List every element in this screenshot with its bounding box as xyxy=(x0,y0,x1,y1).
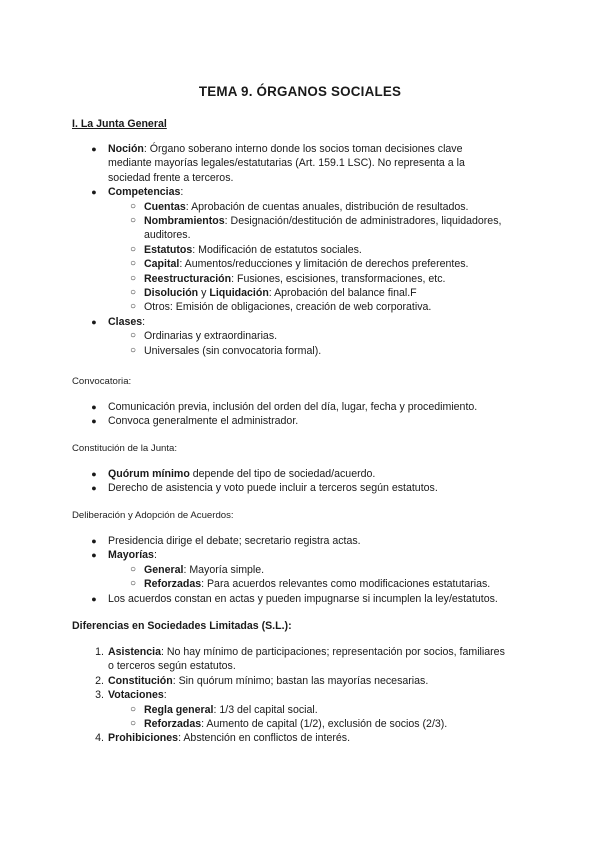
numbered-item-votaciones: 3. Votaciones: xyxy=(95,689,167,702)
circle-bullet-icon: ○ xyxy=(129,344,137,356)
sub-item-reestructuracion: ○ Reestructuración: Fusiones, escisiones, transformaciones, etc. xyxy=(0,272,544,286)
circle-bullet-icon: ○ xyxy=(129,258,137,270)
list-item-derecho-asistencia: ● Derecho de asistencia y voto puede incluir a terceros según estatutos. xyxy=(0,481,528,495)
circle-bullet-icon: ○ xyxy=(129,200,137,212)
bullet-icon: ● xyxy=(91,144,97,154)
circle-bullet-icon: ○ xyxy=(129,272,137,284)
bullet-icon: ● xyxy=(91,416,97,427)
circle-bullet-icon: ○ xyxy=(129,215,137,227)
junta-general-list xyxy=(0,142,600,358)
bullet-icon: ● xyxy=(91,483,97,494)
bullet-icon: ● xyxy=(91,550,97,561)
convocatoria-list xyxy=(0,400,600,429)
list-item-presidencia: ● Presidencia dirige el debate; secretario registra actas. xyxy=(0,534,528,548)
sub-item-universales: ○ Universales (sin convocatoria formal). xyxy=(0,344,544,358)
list-item-competencias: ● Competencias: xyxy=(0,185,528,199)
deliberacion-list xyxy=(0,534,600,606)
circle-bullet-icon: ○ xyxy=(129,330,137,342)
bullet-icon: ● xyxy=(91,469,97,479)
sub-item-general: ○ General: Mayoría simple. xyxy=(0,563,544,577)
constitucion-list xyxy=(0,467,600,496)
subheading-convocatoria: Convocatoria: xyxy=(72,376,132,387)
bullet-icon: ● xyxy=(91,402,97,412)
list-item-actas: ● Los acuerdos constan en actas y pueden impugnarse si incumplen la ley/estatutos. xyxy=(0,592,528,606)
sub-item-reforzadas: ○ Reforzadas: Para acuerdos relevantes como modificaciones estatutarias. xyxy=(0,577,544,591)
sub-item-ordinarias: ○ Ordinarias y extraordinarias. xyxy=(0,329,544,343)
circle-bullet-icon: ○ xyxy=(129,287,137,299)
numbered-item-constitucion: 2. Constitución: Sin quórum mínimo; bastan las mayorías necesarias. xyxy=(95,674,429,687)
circle-bullet-icon: ○ xyxy=(129,243,137,255)
circle-bullet-icon: ○ xyxy=(129,718,137,730)
list-item-nocion: ● Noción: Órgano soberano interno donde los socios toman decisiones clave mediante mayorías legales/estatutarias (Art. 159.1 LSC). No representa a la sociedad frente a terceros. xyxy=(0,142,528,185)
bullet-icon: ● xyxy=(91,187,97,198)
sub-item-nombramientos: ○ Nombramientos: Designación/destitución de administradores, liquidadores, auditores. xyxy=(0,214,544,243)
list-item: ● Comunicación previa, inclusión del orden del día, lugar, fecha y procedimiento. xyxy=(0,400,528,414)
section-heading-sl: Diferencias en Sociedades Limitadas (S.L.): xyxy=(72,620,292,632)
sub-item-disolucion: ○ Disolución y Liquidación: Aprobación del balance final.F xyxy=(0,286,544,300)
list-item-mayorias: ● Mayorías: xyxy=(0,548,528,562)
numbered-item-asistencia: 1. Asistencia: No hay mínimo de participaciones; representación por socios, familiares o terceros según estatutos. xyxy=(95,646,505,673)
circle-bullet-icon: ○ xyxy=(129,301,137,313)
bullet-icon: ● xyxy=(91,593,97,604)
bullet-icon: ● xyxy=(91,316,97,327)
sub-item-cuentas: ○ Cuentas: Aprobación de cuentas anuales, distribución de resultados. xyxy=(0,200,544,214)
sub-item-regla-general: ○ Regla general: 1/3 del capital social. xyxy=(0,703,544,717)
sub-item-estatutos: ○ Estatutos: Modificación de estatutos sociales. xyxy=(0,243,544,257)
bullet-icon: ● xyxy=(91,536,97,546)
subheading-constitucion: Constitución de la Junta: xyxy=(72,443,178,454)
circle-bullet-icon: ○ xyxy=(129,578,137,590)
sl-list xyxy=(0,645,600,746)
page-title: TEMA 9. ÓRGANOS SOCIALES xyxy=(198,84,402,99)
sub-item-otros: ○ Otros: Emisión de obligaciones, creación de web corporativa. xyxy=(0,300,544,314)
list-item-quorum: ● Quórum mínimo depende del tipo de sociedad/acuerdo. xyxy=(0,467,528,481)
circle-bullet-icon: ○ xyxy=(129,703,137,715)
numbered-item-prohibiciones: 4. Prohibiciones: Abstención en conflictos de interés. xyxy=(95,732,351,745)
sub-item-reforzadas-sl: ○ Reforzadas: Aumento de capital (1/2), exclusión de socios (2/3). xyxy=(0,717,544,731)
list-item-clases: ● Clases: xyxy=(0,315,528,329)
sub-item-capital: ○ Capital: Aumentos/reducciones y limitación de derechos preferentes. xyxy=(0,257,544,271)
list-item: ● Convoca generalmente el administrador. xyxy=(0,414,528,428)
circle-bullet-icon: ○ xyxy=(129,563,137,575)
subheading-deliberacion: Deliberación y Adopción de Acuerdos: xyxy=(72,510,234,521)
section-heading-junta-general: I. La Junta General xyxy=(72,118,167,130)
